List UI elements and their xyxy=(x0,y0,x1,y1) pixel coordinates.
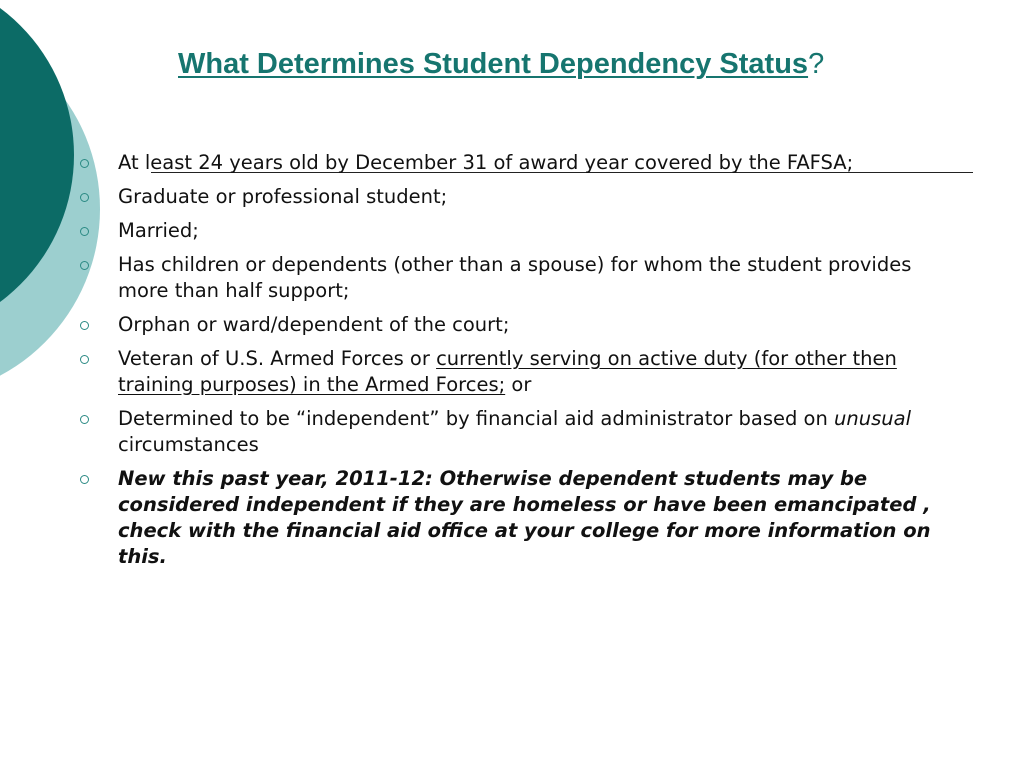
bullet-text: Graduate or professional student; xyxy=(118,185,448,208)
list-item xyxy=(78,184,958,210)
list-item xyxy=(78,346,958,398)
bullet-text: Orphan or ward/dependent of the court; xyxy=(118,313,510,336)
hollow-circle-bullet-icon xyxy=(80,475,89,484)
hollow-circle-bullet-icon xyxy=(80,227,89,236)
list-item xyxy=(78,252,958,304)
bullet-bold-italic-text: New this past year, 2011-12: Otherwise dependent students may be considered independent if they are homeless or have been emancipated , check with the financial aid office at your college for more information on this. xyxy=(118,467,931,568)
bullet-lead-text: Veteran of U.S. Armed Forces or xyxy=(118,347,437,370)
list-item xyxy=(78,312,958,338)
list-item xyxy=(78,218,958,244)
list-item xyxy=(78,406,958,458)
hollow-circle-bullet-icon xyxy=(80,415,89,424)
list-item xyxy=(78,150,958,176)
list-item xyxy=(78,466,958,570)
hollow-circle-bullet-icon xyxy=(80,159,89,168)
bullet-italic-text: unusual xyxy=(834,407,912,430)
bullet-text: Has children or dependents (other than a spouse) for whom the student provides more than half support; xyxy=(118,253,912,302)
hollow-circle-bullet-icon xyxy=(80,355,89,364)
bullet-underlined-text: currently serving on active duty (for other then training purposes) in the Armed Forces; xyxy=(118,347,897,396)
bullet-lead-text: At xyxy=(118,151,145,174)
bullet-text: least 24 years old by December 31 of award year covered by the FAFSA; xyxy=(144,151,854,174)
hollow-circle-bullet-icon xyxy=(80,261,89,270)
hollow-circle-bullet-icon xyxy=(80,321,89,330)
slide-title-question-mark: ? xyxy=(808,48,825,80)
bullet-list xyxy=(78,150,958,578)
slide-title xyxy=(178,48,978,81)
bullet-tail-text: circumstances xyxy=(118,433,259,456)
hollow-circle-bullet-icon xyxy=(80,193,89,202)
bullet-tail-text: or xyxy=(505,373,532,396)
bullet-lead-text: Determined to be “independent” by financial aid administrator based on xyxy=(118,407,835,430)
bullet-text: Married; xyxy=(118,219,199,242)
slide-title-link[interactable]: What Determines Student Dependency Status xyxy=(178,48,809,80)
